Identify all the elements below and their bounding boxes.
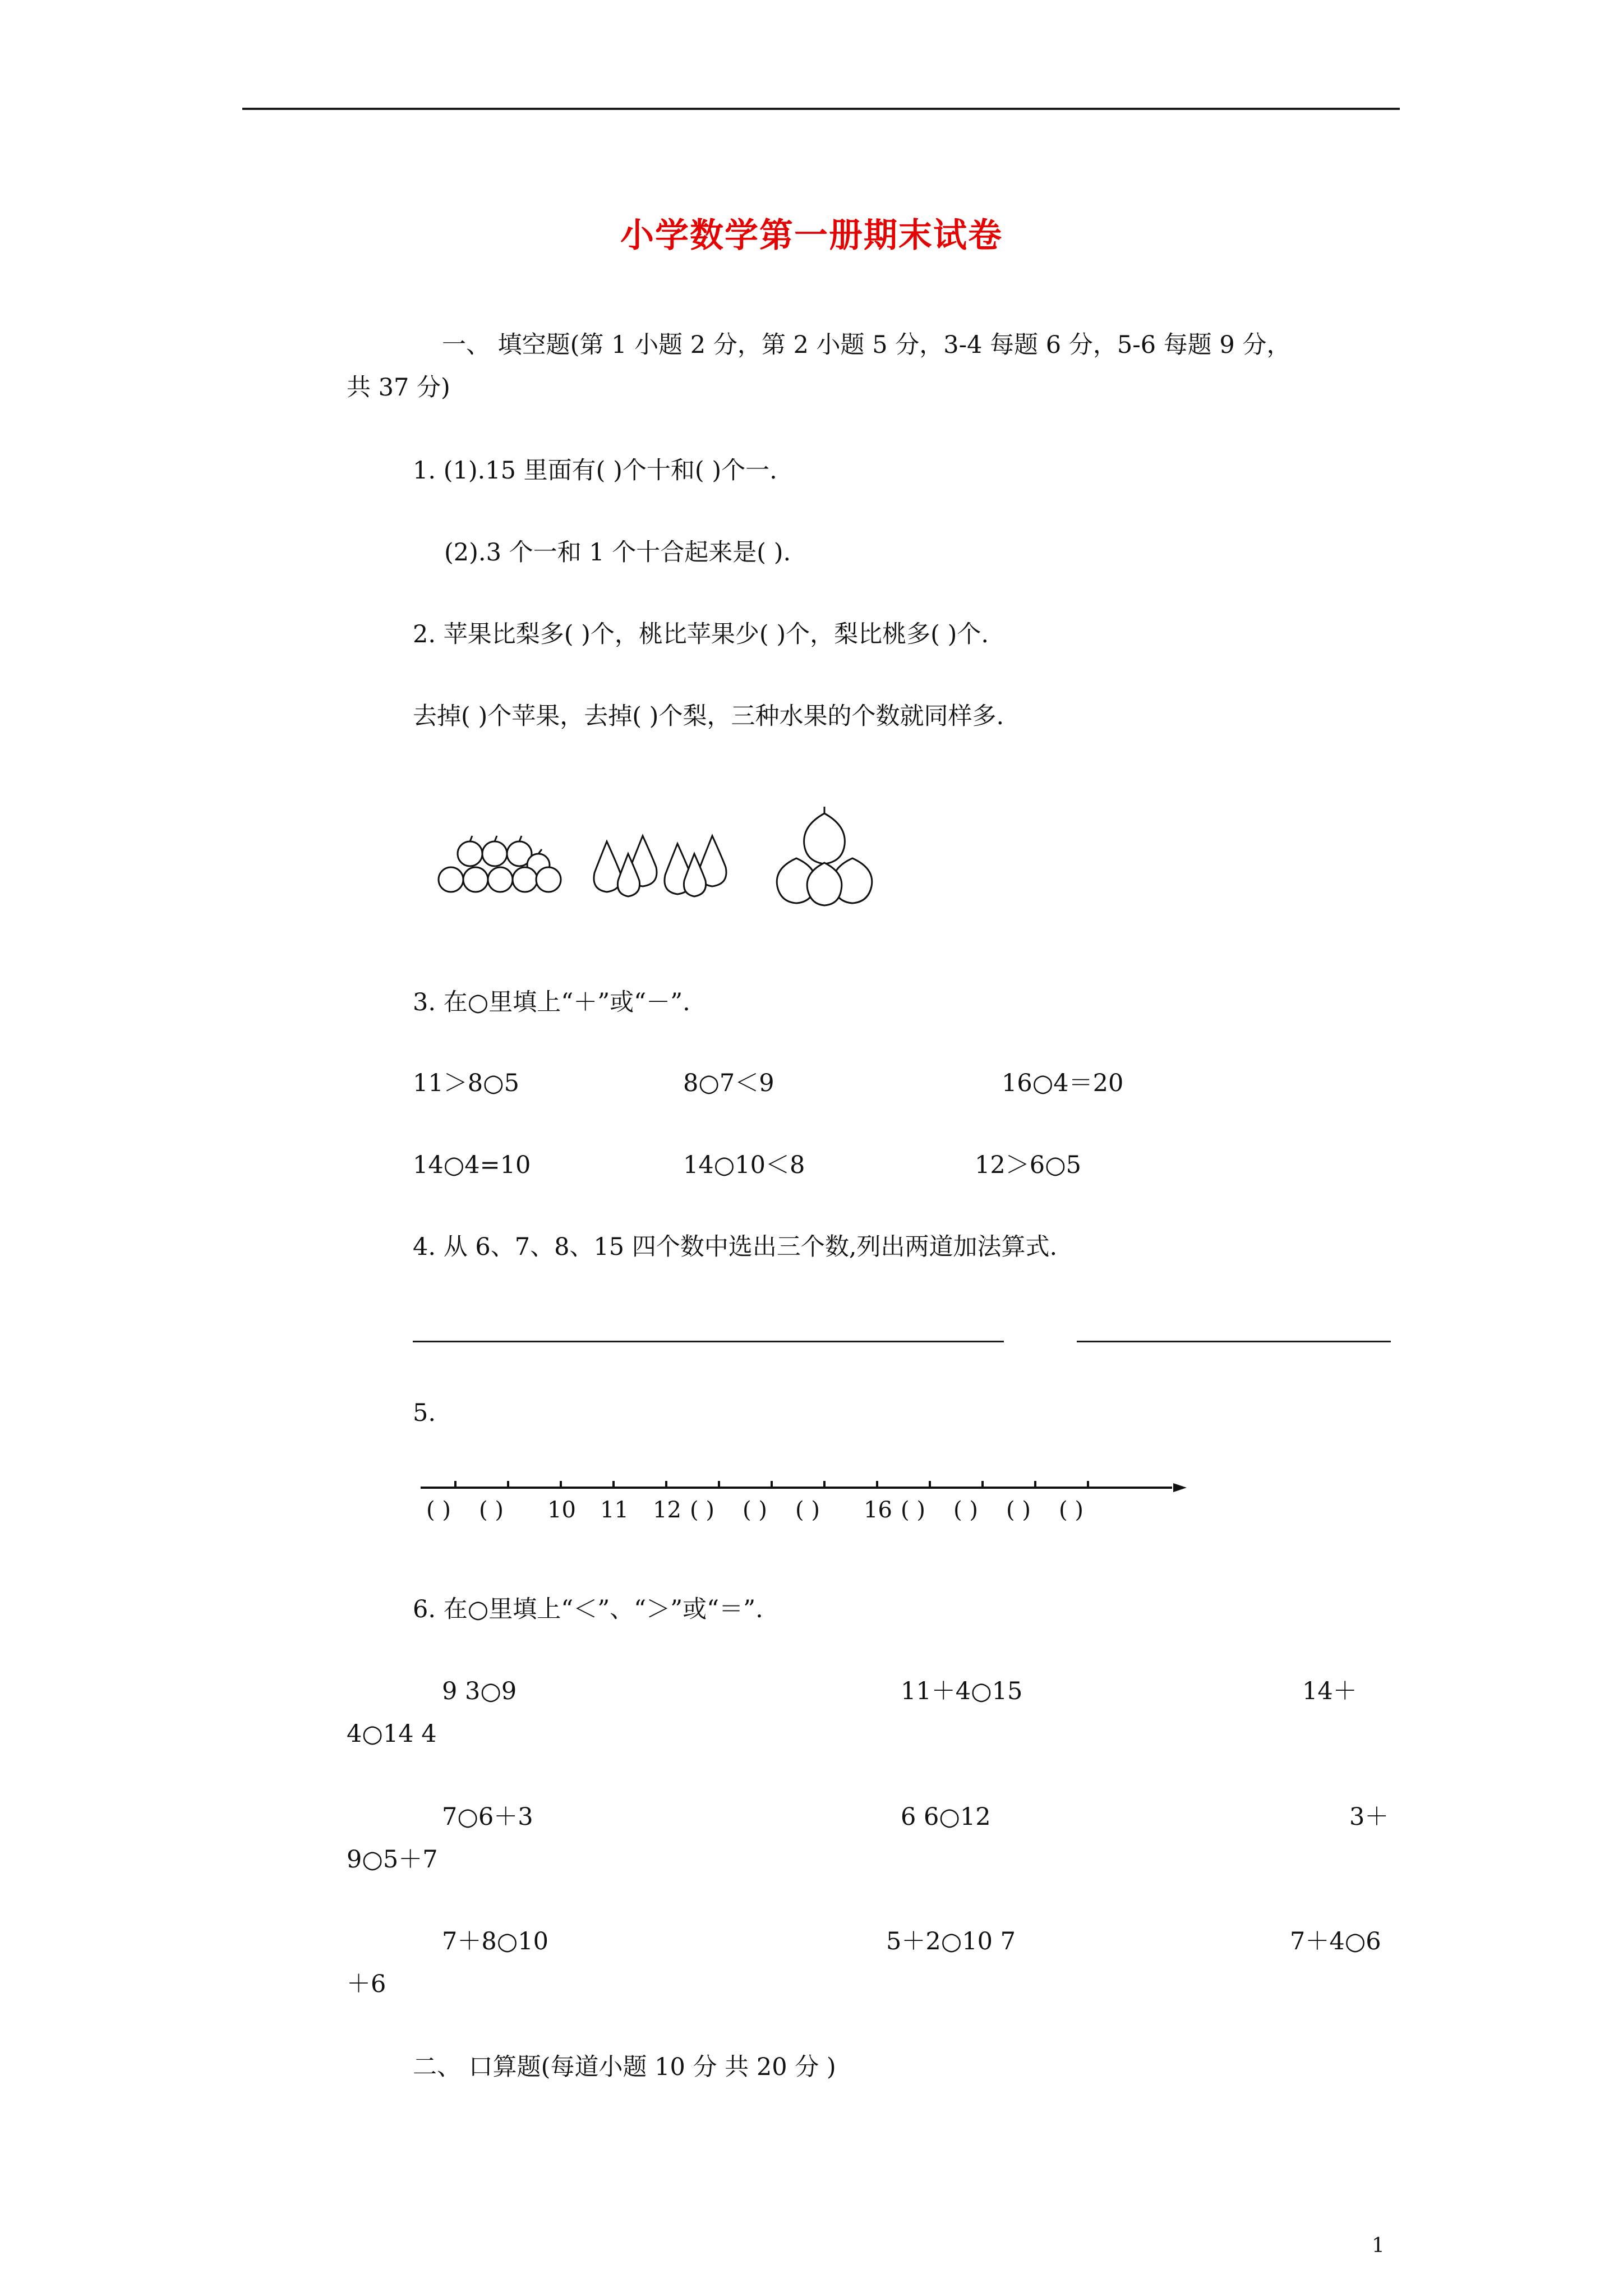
q1-part1: 1. (1).15 里面有( )个十和( )个一.: [413, 457, 777, 485]
apple-icon: [439, 836, 561, 892]
nl-label: ( ): [426, 1497, 451, 1523]
nl-label: ( ): [690, 1497, 714, 1523]
nl-label: 12: [653, 1497, 681, 1523]
q6-r1-c: 14＋: [1302, 1677, 1357, 1705]
q6-r2-b: 6 6○12: [901, 1803, 991, 1831]
fruit-svg: [432, 802, 892, 909]
section2-heading: 二、 口算题(每道小题 10 分 共 20 分 ): [413, 2053, 836, 2081]
q3-r2-a: 14○4=10: [413, 1151, 531, 1179]
q3-r1-b: 8○7＜9: [683, 1069, 774, 1097]
q6-r2-c: 3＋: [1349, 1803, 1389, 1831]
answer-line-1[interactable]: [413, 1341, 1004, 1342]
fruit-illustration: [432, 802, 892, 909]
nl-label: ( ): [1006, 1497, 1031, 1523]
number-line-axis: [415, 1474, 1189, 1497]
nl-label: ( ): [1059, 1497, 1083, 1523]
q6-prompt: 6. 在○里填上“＜”、“＞”或“＝”.: [413, 1595, 763, 1623]
q3-r2-c: 12＞6○5: [975, 1151, 1081, 1179]
q6-r1-wrap: 4○14 4: [347, 1720, 437, 1748]
number-line: [415, 1474, 1189, 1525]
nl-label: ( ): [953, 1497, 978, 1523]
header-rule: [242, 108, 1400, 110]
q2-line1: 2. 苹果比梨多( )个，桃比苹果少( )个，梨比桃多( )个.: [413, 620, 989, 648]
nl-label: ( ): [901, 1497, 925, 1523]
q6-r3-b: 5＋2○10 7: [886, 1927, 1016, 1955]
peach-icon: [777, 807, 872, 905]
q3-r1-a: 11＞8○5: [413, 1069, 519, 1097]
nl-label: ( ): [743, 1497, 767, 1523]
nl-label: 11: [600, 1497, 629, 1523]
section1-heading-cont: 共 37 分): [347, 374, 450, 402]
q6-r2-a: 7○6＋3: [442, 1803, 533, 1831]
page-number: 1: [1372, 2234, 1385, 2257]
nl-label: 10: [547, 1497, 576, 1523]
q1-part2: (2).3 个一和 1 个十合起来是( ).: [444, 539, 791, 567]
q6-r3-wrap: ＋6: [347, 1970, 386, 1998]
nl-label: 16: [864, 1497, 892, 1523]
q2-line2: 去掉( )个苹果，去掉( )个梨，三种水果的个数就同样多.: [413, 702, 1004, 730]
q6-r2-wrap: 9○5＋7: [347, 1846, 438, 1874]
q5-prompt: 5.: [413, 1399, 436, 1427]
q6-r3-c: 7＋4○6: [1290, 1927, 1381, 1955]
q3-r2-b: 14○10＜8: [683, 1151, 805, 1179]
section1-heading: 一、 填空题(第 1 小题 2 分，第 2 小题 5 分，3-4 每题 6 分，5-6 每题 9 分，: [442, 331, 1291, 359]
q3-prompt: 3. 在○里填上“＋”或“－”.: [413, 988, 690, 1016]
q4-prompt: 4. 从 6、7、8、15 四个数中选出三个数,列出两道加法算式.: [413, 1233, 1058, 1261]
q6-r1-a: 9 3○9: [442, 1677, 517, 1705]
pear-icon: [594, 836, 726, 896]
page-title: 小学数学第一册期末试卷: [620, 216, 1003, 255]
nl-label: ( ): [479, 1497, 504, 1523]
answer-line-2[interactable]: [1077, 1341, 1391, 1342]
q6-r1-b: 11＋4○15: [901, 1677, 1023, 1705]
nl-label: ( ): [795, 1497, 820, 1523]
q6-r3-a: 7＋8○10: [442, 1927, 548, 1955]
q3-r1-c: 16○4＝20: [1002, 1069, 1124, 1097]
